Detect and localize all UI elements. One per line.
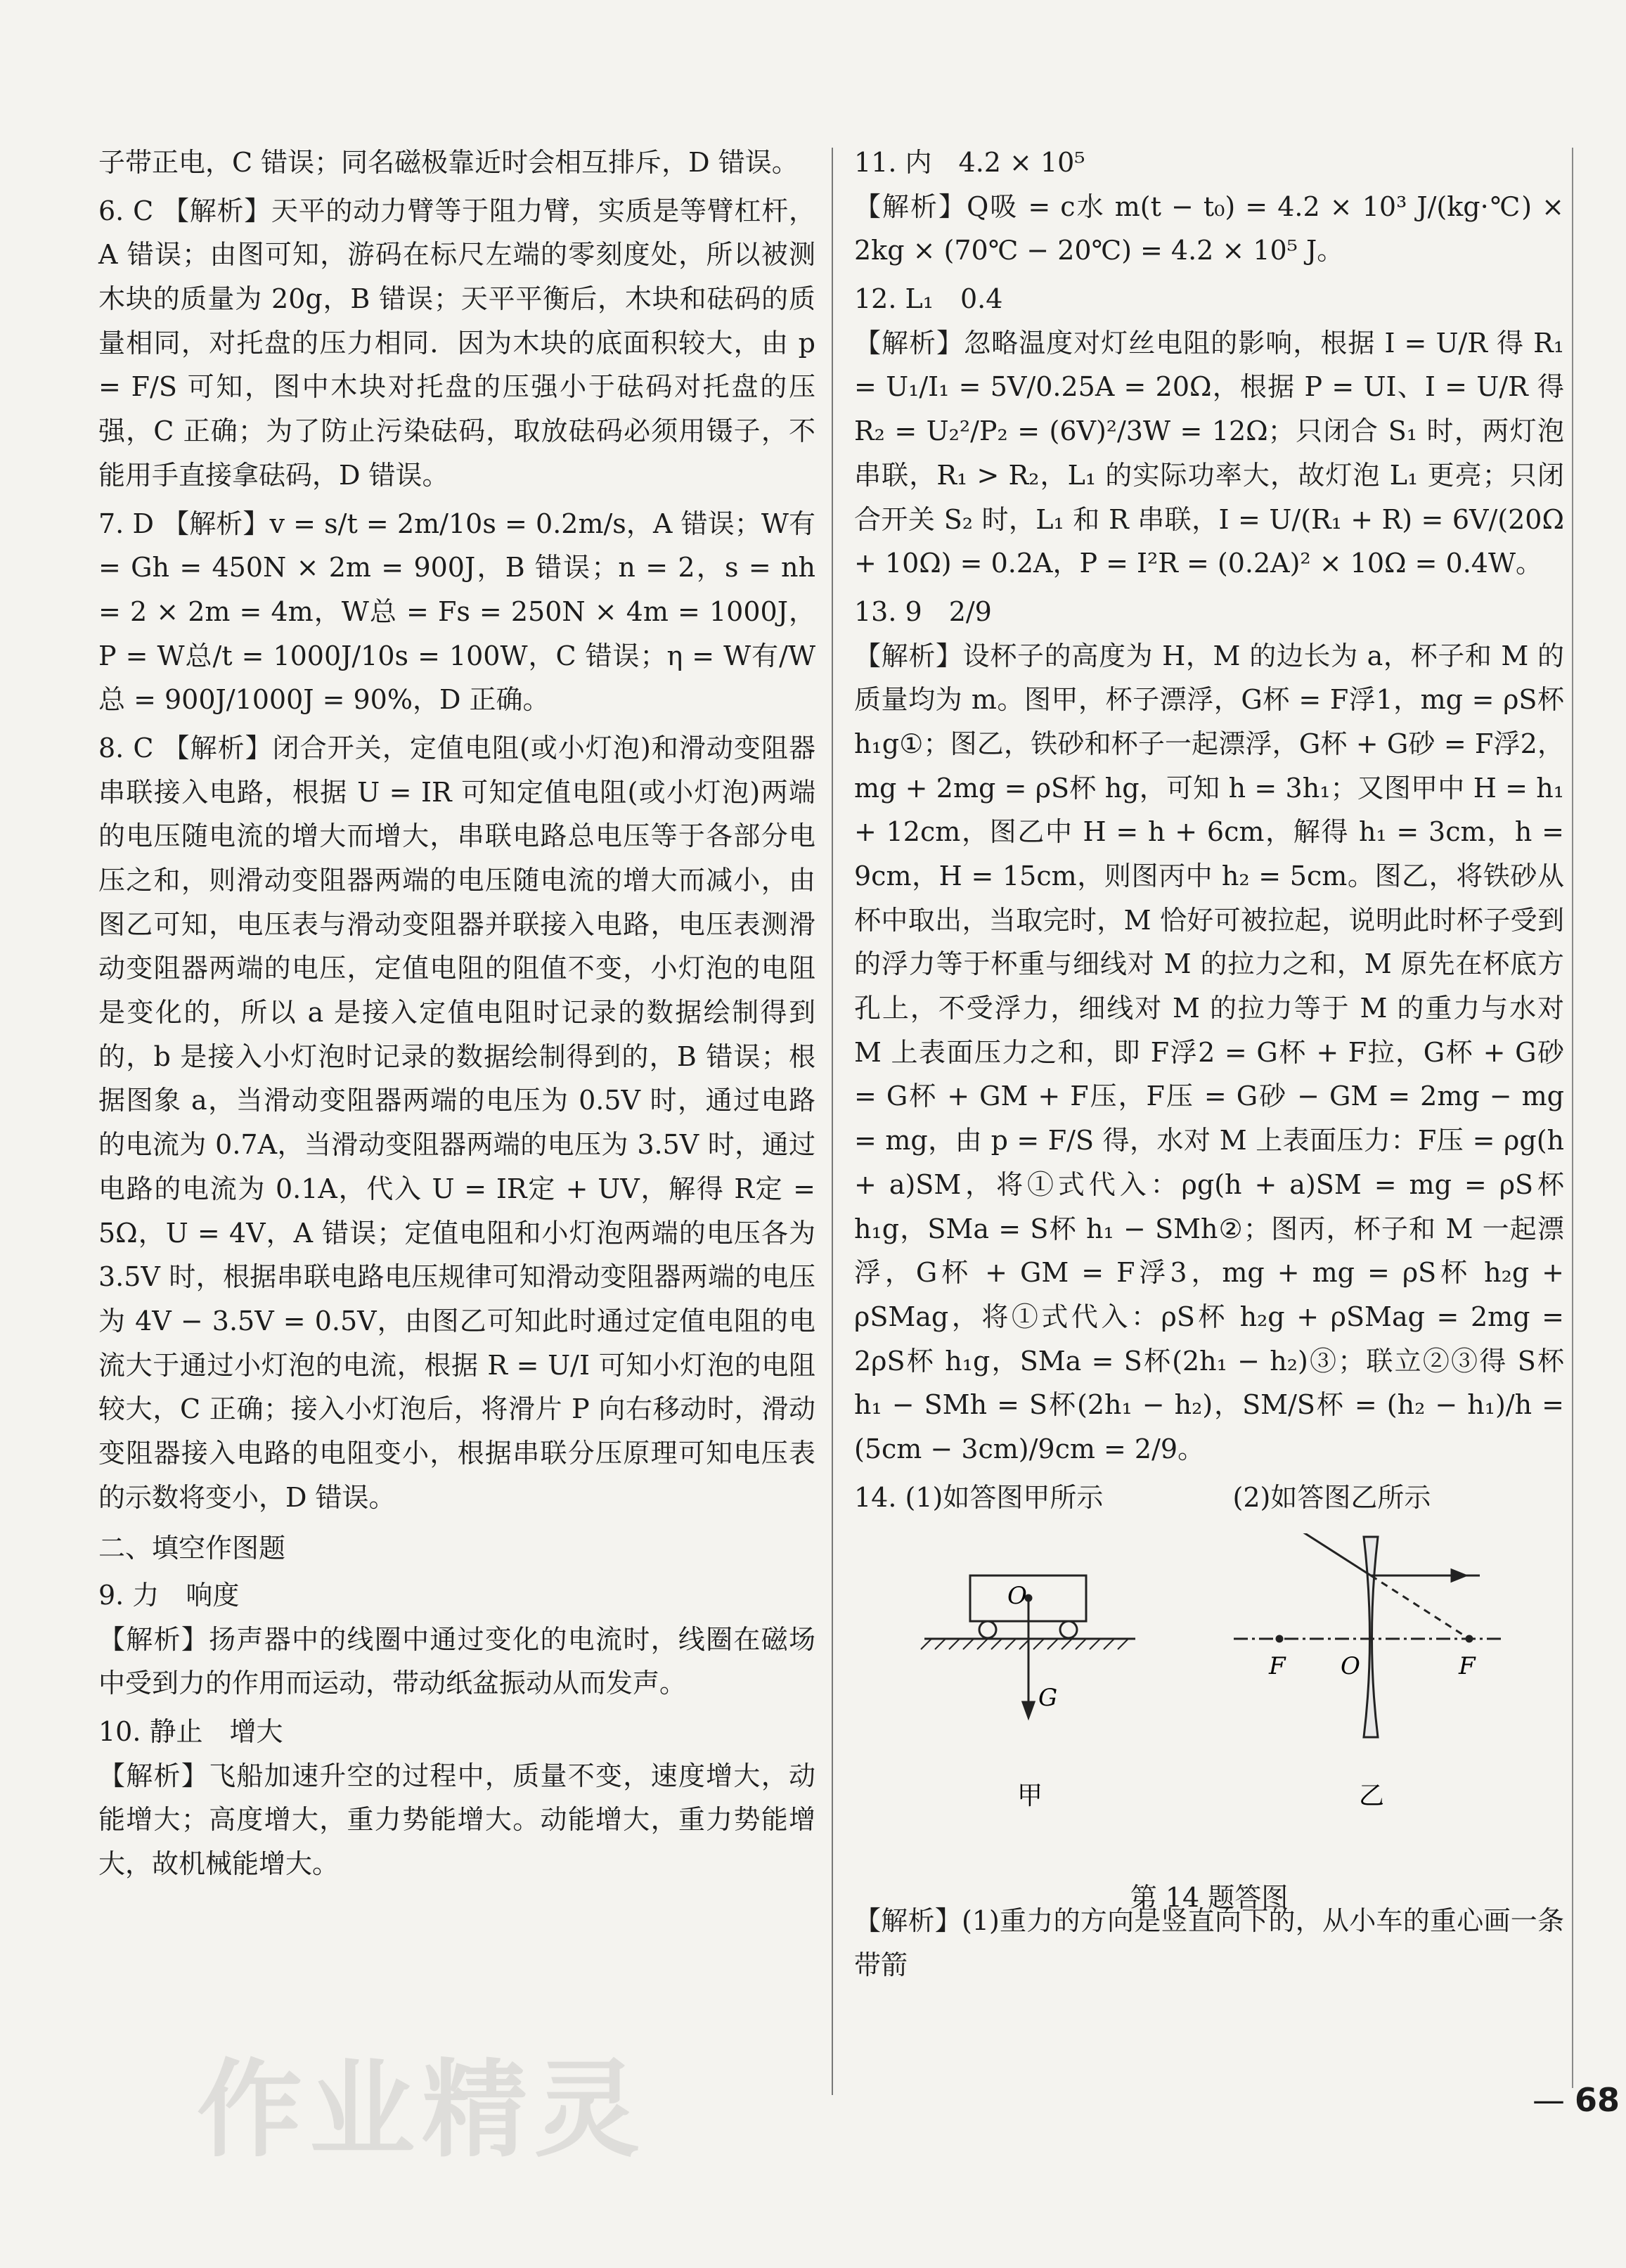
explain-12: 【解析】忽略温度对灯丝电阻的影响，根据 I = U/R 得 R₁ = U₁/I₁ = 5V/0.25A = 20Ω，根据 P = UI、I = U/R 得 R₂ = U₂²/P₂ = (6V)²/3W = 12Ω；只闭合 S₁ 时，两灯泡串联，R₁ > R₂，L₁ 的实际功率大，故灯泡 L₁ 更亮；只闭合开关 S₂ 时，L₁ 和 R 串联，I = U/(R₁ + R) = 6V/(20Ω + 10Ω) = 0.2A，P = I²R = (0.2A)² × 10Ω = 0.4W。 [854,327,1564,579]
explain-10: 【解析】飞船加速升空的过程中，质量不变，速度增大，动能增大；高度增大，重力势能增大。动能增大，重力势能增大，故机械能增大。 [98,1760,815,1880]
section-title: 二、填空作图题 [98,1533,286,1564]
ground-hatching [921,1639,1128,1649]
watermark: 作业精灵 [197,2049,647,2172]
figure-14-svg [854,1533,1557,1857]
answer-text: 子带正电，C 错误；同名磁极靠近时会相互排斥，D 错误。 [98,147,799,178]
cart-wheel-left [979,1621,996,1638]
label-yi: 乙 [1359,1781,1385,1811]
concave-lens [1364,1537,1378,1737]
label-jia: 甲 [1017,1781,1043,1811]
answer-8: 8. C 【解析】闭合开关，定值电阻(或小灯泡)和滑动变阻器串联接入电路，根据 U = IR 可知定值电阻(或小灯泡)两端的电压随电流的增大而增大，串联电路总电压等于各部分电压之和，则滑动变阻器两端的电压随电流的增大而减小，由图乙可知，电压表与滑动变阻器并联接入电路，电压表测滑动变阻器两端的电压，定值电阻的阻值不变，小灯泡的电阻是变化的，所以 a 是接入定值电阻时记录的数据绘制得到的，b 是接入小灯泡时记录的数据绘制得到的，B 错误；根据图象 a，当滑动变阻器两端的电压为 0.5V 时，通过电路的电流为 0.7A，当滑动变阻器两端的电压为 3.5V 时，通过电路的电流为 0.1A，代入 U = IR定 + UV，解得 R定 = 5Ω，U = 4V，A 错误；定值电阻和小灯泡两端的电压各为 3.5V 时，根据串联电路电压规律可知滑动变阻器两端的电压为 4V − 3.5V = 0.5V，由图乙可知此时通过定值电阻的电流大于通过小灯泡的电流，根据 R = U/I 可知小灯泡的电阻较大，C 正确；接入小灯泡后，将滑片 P 向右移动时，滑动变阻器接入电路的电阻变小，根据串联分压原理可知电压表的示数将变小，D 错误。 [98,732,815,1513]
answer-13: 13. 9 2/9 [854,595,992,627]
explain-13: 【解析】设杯子的高度为 H，M 的边长为 a，杯子和 M 的质量均为 m。图甲，杯子漂浮，G杯 = F浮1，mg = ρS杯 h₁g①；图乙，铁砂和杯子一起漂浮，G杯 + G砂 = F浮2，mg + 2mg = ρS杯 hg，可知 h = 3h₁；又图甲中 H = h₁ + 12cm，图乙中 H = h + 6cm，解得 h₁ = 3cm，h = 9cm，H = 15cm，则图丙中 h₂ = 5cm。图乙，将铁砂从杯中取出，当取完时，M 恰好可被拉起，说明此时杯子受到的浮力等于杯重与细线对 M 的拉力之和，M 原先在杯底方孔上，不受浮力，细线对 M 的拉力等于 M 的重力与水对 M 上表面压力之和，即 F浮2 = G杯 + F拉，G杯 + G砂 = G杯 + GM + F压，F压 = G砂 − GM = 2mg − mg = mg，由 p = F/S 得，水对 M 上表面压力：F压 = ρg(h + a)SM，将①式代入：ρg(h + a)SM = mg = ρS杯 h₁g，SMa = S杯 h₁ − SMh②；图丙，杯子和 M 一起漂浮，G杯 + GM = F浮3，mg + mg = ρS杯 h₂g + ρSMag，将①式代入：ρS杯 h₂g + ρSMag = 2mg = 2ρS杯 h₁g，SMa = S杯(2h₁ − h₂)③；联立②③得 S杯 h₁ − SMh = S杯(2h₁ − h₂)，SM/S杯 = (h₂ − h₁)/h = (5cm − 3cm)/9cm = 2/9。 [854,640,1564,1464]
ray-arrow-head [1452,1570,1466,1581]
figure-jia [921,1576,1135,1718]
label-F-left: F [1269,1652,1286,1681]
explain-9: 【解析】扬声器中的线圈中通过变化的电流时，线圈在磁场中受到力的作用而运动，带动纸盆振动从而发声。 [98,1623,815,1699]
answer-14-a: 14. (1)如答图甲所示 [854,1481,1104,1513]
column-divider [832,148,833,2095]
answer-6: 6. C 【解析】天平的动力臂等于阻力臂，实质是等臂杠杆，A 错误；由图可知，游码在标尺左端的零刻度处，所以被测木块的质量为 20g，B 错误；天平平衡后，木块和砝码的质量相同，对托盘的压力相同．因为木块的底面积较大，由 p = F/S 可知，图中木块对托盘的压强小于砝码对托盘的压强，C 正确；为了防止污染砝码，取放砝码必须用镊子，不能用手直接拿砝码，D 错误。 [98,195,815,491]
page-number: — 68 [1533,2081,1620,2119]
answer-9: 9. 力 响度 [98,1580,240,1611]
extension-line [1371,1576,1469,1639]
focus-right-point [1466,1636,1472,1642]
answer-14 [854,1476,1564,1520]
cart-wheel-right [1060,1621,1077,1638]
figure-caption: 第 14 题答图 [1130,1882,1289,1913]
answer-14-b: (2)如答图乙所示 [1232,1481,1431,1513]
label-O-jia: O [1007,1582,1027,1611]
figure-yi [1234,1533,1501,1737]
label-F-right: F [1459,1652,1476,1681]
answer-11: 11. 内 4.2 × 10⁵ [854,147,1085,178]
answer-10: 10. 静止 增大 [98,1716,283,1748]
margin-rule [1572,148,1573,2088]
left-column [98,141,815,1886]
answer-7: 7. D 【解析】v = s/t = 2m/10s = 0.2m/s，A 错误；W有 = Gh = 450N × 2m = 900J，B 错误；n = 2，s = nh = 2 × 2m = 4m，W总 = Fs = 250N × 4m = 1000J，P = W总/t = 1000J/10s = 100W，C 错误；η = W有/W总 = 900J/1000J = 90%，D 正确。 [98,508,815,716]
explain-14: 【解析】(1)重力的方向是竖直向下的，从小车的重心画一条带箭 [854,1905,1564,1980]
explain-11: 【解析】Q吸 = c水 m(t − t₀) = 4.2 × 10³ J/(kg·℃) × 2kg × (70℃ − 20℃) = 4.2 × 10⁵ J。 [854,191,1564,266]
focus-left-point [1277,1636,1282,1642]
right-column [854,141,1564,1987]
label-O-yi: O [1341,1652,1360,1681]
incident-ray [1283,1533,1371,1576]
gravity-arrow-head [1023,1702,1034,1718]
figure-14 [854,1533,1564,1913]
label-G: G [1038,1684,1058,1713]
answer-12: 12. L₁ 0.4 [854,283,1003,315]
